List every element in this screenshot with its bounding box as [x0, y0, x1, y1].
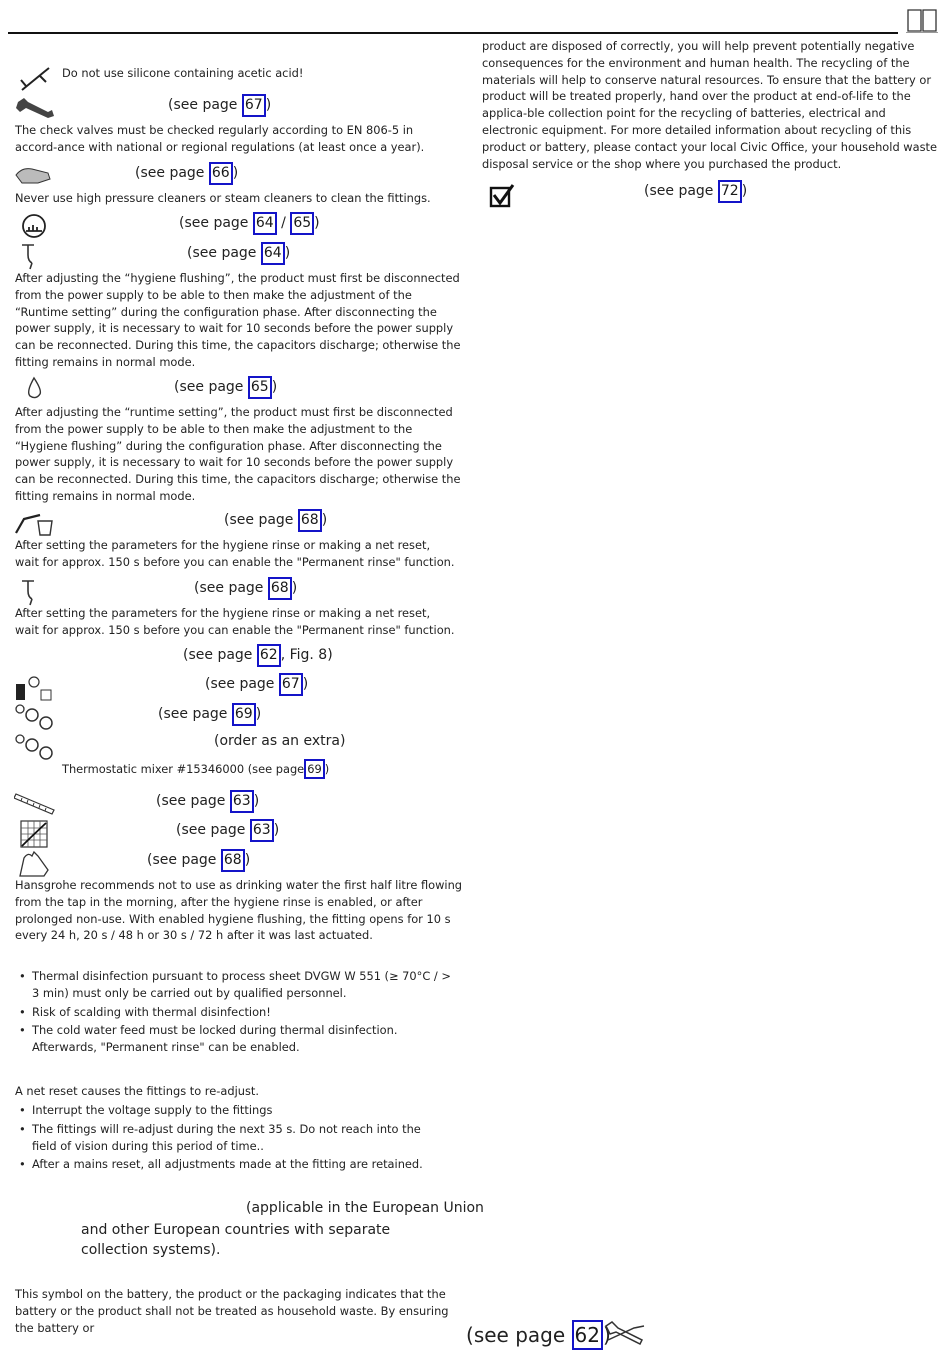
cleaning-hand-icon: [14, 163, 54, 187]
recycling-paragraph: product are disposed of correctly, you will help prevent potentially negative consequences for the environment and human health. The recycling of the materials will help to conserve natural resources. To ensure that the battery or product will be treated properly, hand over the product at end-of-life to the applica-ble collection point for the recycling of batteries, electrical and electronic equipment. For more detailed information about recycling of this product or battery, please contact your local Civic Office, your household waste disposal service or the shop where you purchased the product.: [482, 39, 937, 171]
see-page-ref-64: (see page 64 ): [187, 242, 290, 265]
list-item: • Interrupt the voltage supply to the fittings: [15, 1102, 445, 1119]
thermostatic-mixer-ref: Thermostatic mixer #15346000 (see page 69 ): [62, 759, 329, 779]
permanent-rinse-paragraph-2: After setting the parameters for the hygiene rinse or making a net reset, wait for approx. 150 s before you can enable the "Permanent rinse" function.: [15, 606, 455, 637]
permanent-rinse-paragraph-1: After setting the parameters for the hygiene rinse or making a net reset, wait for approx. 150 s before you can enable the "Permanent rinse" function.: [15, 538, 455, 569]
see-page-text: see page: [140, 165, 205, 181]
spare-parts-icon: [14, 703, 54, 731]
faucet-icon: [18, 577, 40, 607]
spare-parts-icon: [14, 733, 54, 761]
battery-disposal-paragraph: This symbol on the battery, the product or the packaging indicates that the battery or the product shall not be treated as household waste. By ensuring the battery or: [15, 1287, 449, 1335]
see-page-ref-65: (see page 65 ): [174, 376, 277, 399]
page-link-63[interactable]: 63: [230, 790, 254, 813]
net-reset-bullet-list: [15, 1102, 445, 1173]
list-item: • After a mains reset, all adjustments made at the fitting are retained.: [15, 1156, 445, 1173]
see-page-ref-66: (see page 66 ): [135, 162, 238, 185]
list-item: • Thermal disinfection pursuant to process sheet DVGW W 551 (≥ 70°C / > 3 min) must only be carried out by qualified personnel.: [15, 968, 455, 1002]
order-extra-note: (order as an extra): [214, 733, 346, 749]
eu-applicability-line-2: and other European countries with separate collection systems).: [81, 1222, 391, 1258]
see-page-ref-63: (see page 63 ): [156, 790, 259, 813]
see-page-text: see page: [152, 852, 217, 868]
see-page-text: see page: [473, 1323, 566, 1347]
page-link-65b[interactable]: 65: [248, 376, 272, 399]
wrench-screwdriver-icon: [604, 1320, 646, 1346]
footer-see-page-ref: (see page 62 ): [466, 1320, 611, 1350]
page-link-72[interactable]: 72: [718, 180, 742, 203]
see-page-text: see page: [188, 647, 253, 663]
page-link-63b[interactable]: 63: [250, 819, 274, 842]
see-page-text: see page: [229, 512, 294, 528]
see-page-text: see page: [649, 183, 714, 199]
page-link-68[interactable]: 68: [298, 509, 322, 532]
page-link-64[interactable]: 64: [253, 212, 277, 235]
flow-diagram-icon: [20, 820, 48, 848]
header-rule: [8, 32, 898, 34]
page-link-68c[interactable]: 68: [221, 849, 245, 872]
ruler-icon: [14, 790, 56, 816]
page-link-64b[interactable]: 64: [261, 242, 285, 265]
check-valves-paragraph: The check valves must be checked regularly according to EN 806-5 in accord-ance with national or regional regulations (at least once a year).: [15, 123, 425, 154]
net-reset-intro: A net reset causes the fittings to re-adjust.: [15, 1084, 259, 1098]
drinking-water-paragraph: Hansgrohe recommends not to use as drinking water the first half litre flowing from the tap in the morning, after the hygiene rinse is enabled, or after prolonged non-use. With enabled hygiene flushing, the fitting opens for 10 s every 24 h, 20 s / 48 h or 30 s / 72 h after it was last actuated.: [15, 878, 463, 943]
see-page-ref-69: (see page 69 ): [158, 703, 261, 726]
see-page-ref-62: (see page 62 , Fig. 8): [183, 644, 333, 667]
see-page-ref-68c: (see page 68 ): [147, 849, 250, 872]
battery-parts-icon: [14, 674, 54, 702]
see-page-ref-64-65: (see page 64 / 65 ): [179, 212, 320, 235]
see-page-ref-72: (see page 72 ): [644, 180, 747, 203]
see-page-text: see page: [210, 676, 275, 692]
list-item: • The fittings will re-adjust during the next 35 s. Do not reach into the field of vision during this period of time..: [15, 1121, 445, 1155]
page-link-62[interactable]: 62: [257, 644, 281, 667]
see-page-text: see page: [173, 97, 238, 113]
faucet-icon: [18, 241, 40, 271]
page-link-67b[interactable]: 67: [279, 673, 303, 696]
slash-separator: /: [281, 215, 286, 231]
see-page-ref-68b: (see page 68 ): [194, 577, 297, 600]
page-link-68b[interactable]: 68: [268, 577, 292, 600]
book-icon: [906, 7, 938, 33]
page-link-66[interactable]: 66: [209, 162, 233, 185]
hose-bucket-icon: [14, 511, 56, 537]
hygiene-flush-icon: [20, 213, 48, 239]
checkbox-icon: [489, 183, 515, 209]
see-page-text: see page: [192, 245, 257, 261]
see-page-text: see page: [181, 822, 246, 838]
silicone-gun-icon: [18, 66, 52, 92]
see-page-text: see page: [163, 706, 228, 722]
see-page-text: see page: [199, 580, 264, 596]
see-page-text: see page: [179, 379, 244, 395]
silicone-note: Do not use silicone containing acetic acid!: [62, 66, 304, 80]
thermostatic-mixer-text: Thermostatic mixer #15346000 (see page: [62, 762, 305, 776]
page-link-69b[interactable]: 69: [304, 759, 325, 779]
page-link-69[interactable]: 69: [232, 703, 256, 726]
see-page-ref-67b: (see page 67 ): [205, 673, 308, 696]
water-drop-icon: [22, 376, 46, 402]
hygiene-flushing-paragraph: After adjusting the “hygiene flushing”, the product must first be disconnected from the power supply to be able to then make the adjustment of the “Runtime setting” during the configuration phase. After disconnecting the power supply, it is necessary to wait for 10 seconds before the power supply can be reconnected. During this time, the capacitors discharge; otherwise the fitting remains in normal mode.: [15, 271, 461, 369]
disinfection-bullet-list: [15, 968, 455, 1056]
page-link-65[interactable]: 65: [290, 212, 314, 235]
no-pressure-cleaners-note: Never use high pressure cleaners or steam cleaners to clean the fittings.: [15, 191, 431, 205]
see-page-text: see page: [184, 215, 249, 231]
see-page-ref-67: (see page 67 ): [168, 94, 271, 117]
hand-wash-icon: [16, 850, 52, 878]
footer-page-link-62[interactable]: 62: [572, 1320, 603, 1350]
see-page-text: see page: [161, 793, 226, 809]
see-page-ref-68: (see page 68 ): [224, 509, 327, 532]
eu-applicability-line-1: (applicable in the European Union: [246, 1200, 484, 1216]
wrench-icon: [14, 96, 56, 120]
list-item: • The cold water feed must be locked during thermal disinfection. Afterwards, "Permanent rinse" can be enabled.: [15, 1022, 455, 1056]
see-page-ref-63b: (see page 63 ): [176, 819, 279, 842]
page-link-67[interactable]: 67: [242, 94, 266, 117]
figure-suffix: , Fig. 8): [280, 647, 333, 663]
list-item: • Risk of scalding with thermal disinfection!: [15, 1004, 455, 1021]
runtime-setting-paragraph: After adjusting the “runtime setting”, the product must first be disconnected from the power supply to be able to then make the adjustment to the “Hygiene flushing” during the configuration phase. After disconnecting the power supply, it is necessary to wait for 10 seconds before the power supply can be reconnected. During this time, the capacitors discharge; otherwise the fitting remains in normal mode.: [15, 405, 461, 503]
